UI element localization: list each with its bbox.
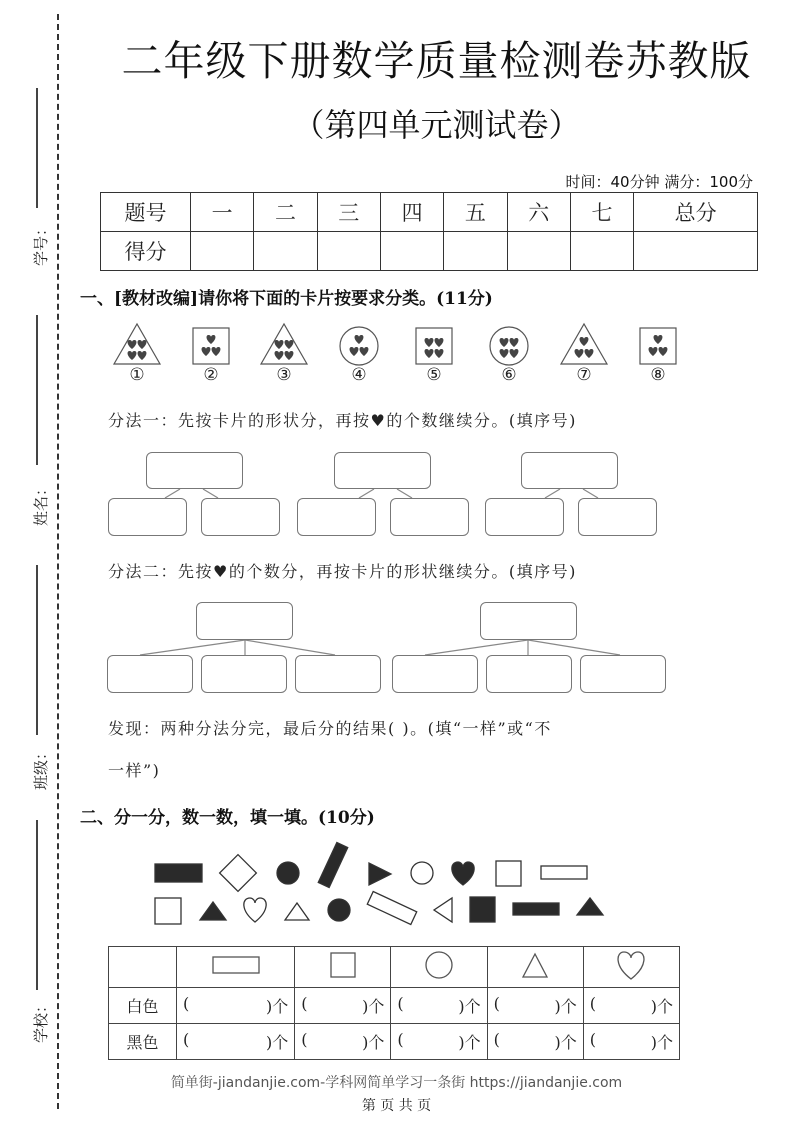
page-subtitle: （第四单元测试卷）: [292, 106, 581, 144]
student-id-label: 学号：: [32, 220, 51, 267]
white-circle-icon: [411, 862, 433, 884]
header-cell: 五: [444, 193, 507, 232]
rectangle-icon: [211, 954, 261, 976]
white-triangle-count[interactable]: ( )个: [487, 988, 583, 1024]
column-rectangle: [177, 947, 295, 988]
white-diamond-icon: [220, 855, 257, 892]
black-heart-count[interactable]: ( )个: [583, 1024, 679, 1060]
name-label: 姓名：: [32, 480, 51, 527]
black-circle-icon: [328, 899, 350, 921]
finding-text-line1: 发现：两种分法分完，最后分的结果( )。(填“一样”或“不: [108, 719, 552, 738]
card-number: ⑥: [501, 365, 517, 385]
card-number: ⑤: [426, 365, 442, 385]
header-cell: 题号: [101, 193, 191, 232]
page-number: 第 页 共 页: [361, 1098, 432, 1114]
header-cell: 三: [317, 193, 380, 232]
black-triangle-right-icon: [369, 863, 391, 885]
column-triangle: [487, 947, 583, 988]
white-count-row: [109, 988, 680, 1024]
white-heart-icon: [244, 898, 266, 922]
white-tilted-rectangle-icon: [367, 892, 416, 925]
white-heart-count[interactable]: ( )个: [583, 988, 679, 1024]
black-heart-icon: [452, 862, 474, 885]
row-label-black: 黑色: [109, 1024, 177, 1060]
white-square-icon: [155, 898, 181, 924]
white-square-count[interactable]: ( )个: [295, 988, 391, 1024]
header-cell: 七: [570, 193, 633, 232]
row-label-white: 白色: [109, 988, 177, 1024]
heart-icon: [614, 949, 648, 981]
card-number: ①: [129, 365, 145, 385]
card-number: ③: [276, 365, 292, 385]
class-label: 班级：: [32, 744, 51, 791]
column-circle: [391, 947, 487, 988]
triangle-icon: [520, 951, 550, 979]
black-triangle-icon: [577, 898, 603, 915]
card-number: ⑦: [576, 365, 592, 385]
card-number: ④: [351, 365, 367, 385]
circle-icon: [424, 950, 454, 980]
header-cell: 四: [380, 193, 443, 232]
card-number: ⑧: [650, 365, 666, 385]
white-rectangle-count[interactable]: ( )个: [177, 988, 295, 1024]
count-header-row: [109, 947, 680, 988]
white-circle-count[interactable]: ( )个: [391, 988, 487, 1024]
black-circle-icon: [277, 862, 299, 884]
header-cell: 六: [507, 193, 570, 232]
square-icon: [329, 951, 357, 979]
count-table: [108, 946, 680, 1060]
black-triangle-icon: [200, 902, 226, 920]
page-title: 二年级下册数学质量检测卷苏教版: [121, 37, 752, 85]
header-cell: 总分: [634, 193, 758, 232]
black-circle-count[interactable]: ( )个: [391, 1024, 487, 1060]
black-tilted-rectangle-icon: [318, 843, 347, 888]
column-heart: [583, 947, 679, 988]
empty-corner-cell: [109, 947, 177, 988]
black-rectangle-icon: [513, 903, 559, 915]
finding-text-line2: 一样”): [108, 761, 161, 780]
section1-title: 一、[教材改编]请你将下面的卡片按要求分类。(11分): [80, 289, 493, 309]
school-label: 学校：: [32, 997, 51, 1044]
card-number: ②: [203, 365, 219, 385]
black-square-icon: [470, 897, 495, 922]
header-cell: 一: [191, 193, 254, 232]
black-triangle-count[interactable]: ( )个: [487, 1024, 583, 1060]
black-count-row: [109, 1024, 680, 1060]
footer-watermark: 简单街-jiandanjie.com-学科网简单学习一条街 https://jiandanjie.com: [170, 1075, 623, 1091]
white-rectangle-icon: [541, 866, 587, 879]
method1-instructions: 分法一：先按卡片的形状分，再按♥的个数继续分。(填序号): [108, 411, 577, 430]
column-square: [295, 947, 391, 988]
black-rectangle-count[interactable]: ( )个: [177, 1024, 295, 1060]
header-cell: 二: [254, 193, 317, 232]
white-triangle-left-icon: [434, 898, 452, 922]
exam-meta: 时间：40分钟 满分：100分: [565, 173, 753, 191]
score-row-label: 得分: [101, 232, 191, 271]
black-rectangle-icon: [155, 864, 202, 882]
method2-instructions: 分法二：先按♥的个数分，再按卡片的形状继续分。(填序号): [108, 562, 577, 581]
section2-title: 二、分一分，数一数，填一填。(10分): [80, 808, 375, 828]
white-square-icon: [496, 861, 521, 886]
black-square-count[interactable]: ( )个: [295, 1024, 391, 1060]
white-triangle-icon: [285, 903, 309, 920]
